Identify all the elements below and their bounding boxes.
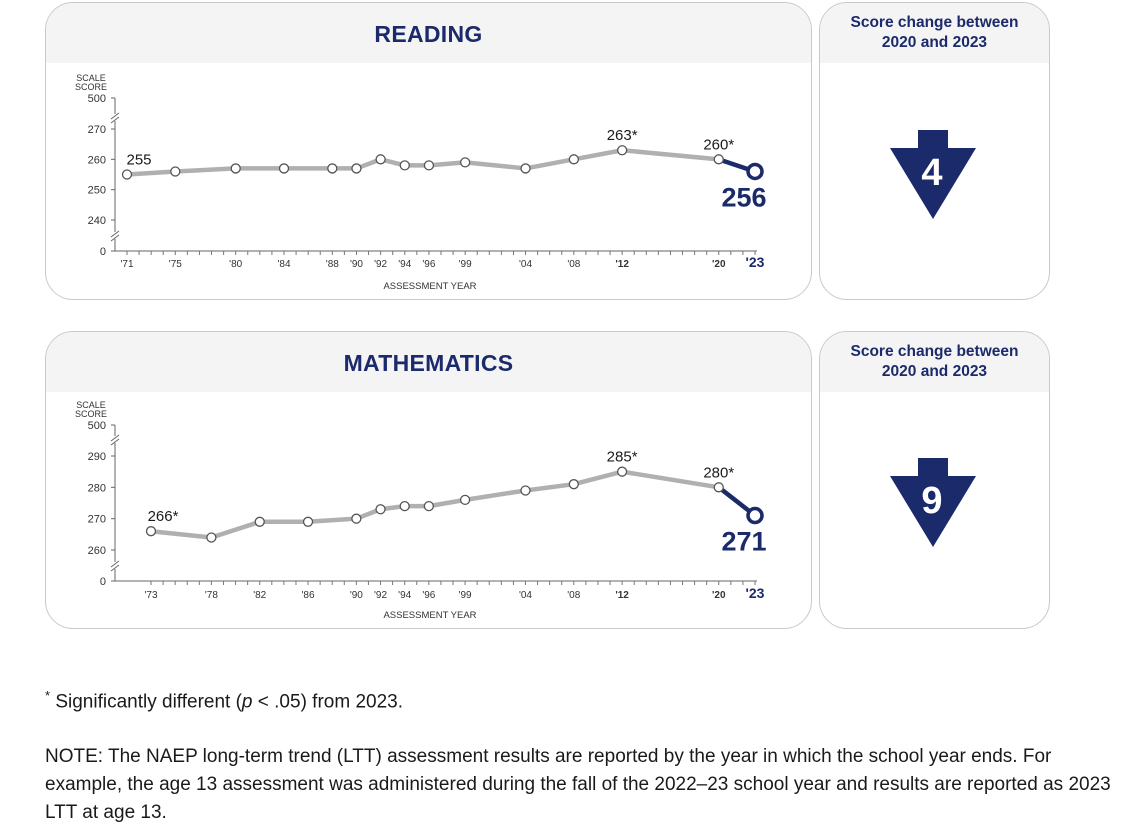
math-data-label: 280* <box>703 464 735 482</box>
reading-data-point <box>400 161 409 170</box>
reading-change-title-line1: Score change between <box>850 14 1019 31</box>
reading-data-label: 255 <box>126 151 152 169</box>
math-data-point <box>569 480 578 489</box>
reading-x-tick-label: '08 <box>567 259 581 270</box>
math-y-axis-title-line1: SCALE <box>76 400 106 410</box>
reading-data-point <box>231 164 240 173</box>
math-change-title-line2: 2020 and 2023 <box>881 363 988 380</box>
reading-data-point <box>714 155 723 164</box>
reading-x-tick-label: '92 <box>374 259 388 270</box>
reading-data-point <box>569 155 578 164</box>
math-x-tick-label: '20 <box>712 590 726 601</box>
reading-y-axis-title-line1: SCALE <box>76 73 106 83</box>
math-y-tick-label: 500 <box>87 420 106 432</box>
reading-x-tick-label: '88 <box>325 259 339 270</box>
math-data-point <box>376 505 385 514</box>
reading-data-point <box>352 164 361 173</box>
math-score-change-value: 9 <box>921 480 943 522</box>
reading-x-tick-label: '20 <box>712 259 726 270</box>
reading-data-point <box>328 164 337 173</box>
math-x-tick-label: '08 <box>567 590 581 601</box>
reading-data-point <box>618 146 627 155</box>
reading-score-change-value: 4 <box>921 152 943 194</box>
reading-data-label: 263* <box>606 127 638 145</box>
math-x-tick-label: '92 <box>373 590 388 601</box>
reading-x-tick-label: '04 <box>519 259 533 270</box>
math-data-point-2023 <box>748 509 762 523</box>
math-x-tick-label: '86 <box>301 590 315 601</box>
footnote-p-symbol: p <box>241 691 253 713</box>
math-data-point <box>714 483 723 492</box>
math-x-axis-title: ASSESSMENT YEAR <box>383 610 477 621</box>
math-chart-title: MATHEMATICS <box>343 350 514 376</box>
footnote-marker: * <box>45 688 51 703</box>
math-y-tick-label: 260 <box>87 545 106 557</box>
reading-x-tick-label: '12 <box>615 259 629 270</box>
math-y-axis-title-line2: SCORE <box>74 409 108 419</box>
math-data-point <box>255 517 264 526</box>
reading-data-point <box>424 161 433 170</box>
math-x-tick-label: '78 <box>204 590 218 601</box>
math-x-tick-label: '96 <box>422 590 436 601</box>
footnote-text-before: Significantly different ( <box>50 691 242 713</box>
reading-y-axis-title-line2: SCORE <box>74 82 108 92</box>
math-x-tick-label: '12 <box>615 590 629 601</box>
math-x-tick-label: '94 <box>398 590 412 601</box>
reading-y-tick-label: 500 <box>87 93 106 105</box>
reading-x-tick-label: '94 <box>398 259 412 270</box>
reading-chart-title: READING <box>374 21 483 47</box>
reading-data-point <box>461 158 470 167</box>
reading-x-tick-label: '96 <box>422 259 436 270</box>
math-x-tick-label: '90 <box>349 590 363 601</box>
reading-x-tick-label: '80 <box>229 259 243 270</box>
math-series-line <box>151 472 719 538</box>
math-data-point <box>207 533 216 542</box>
reading-x-tick-label: '71 <box>120 259 134 270</box>
reading-data-point <box>123 170 132 179</box>
reading-y-tick-label: 0 <box>99 246 106 258</box>
reading-data-point <box>376 155 385 164</box>
reading-data-label: 260* <box>703 136 735 154</box>
footnote-text-after: < .05) from 2023. <box>252 691 403 713</box>
math-y-tick-label: 290 <box>87 451 106 463</box>
reading-x-tick-label: '99 <box>458 259 472 270</box>
reading-data-point <box>280 164 289 173</box>
reading-data-label-2023: 256 <box>721 182 767 213</box>
math-data-point <box>304 517 313 526</box>
reading-x-tick-label: '75 <box>168 259 182 270</box>
reading-y-tick-label: 260 <box>87 154 106 167</box>
ltt-note: NOTE: The NAEP long-term trend (LTT) assessment results are reported by the year in which the school year ends. For example, the age 13 assessment was administered during the fall of the 2022–23 school year and results are reported as 2023 LTT at age 13. <box>45 746 1111 823</box>
reading-y-tick-label: 250 <box>87 184 106 197</box>
math-data-label-2023: 271 <box>721 526 767 557</box>
math-x-tick-label: '82 <box>253 590 267 601</box>
math-x-tick-label: '23 <box>745 585 765 601</box>
reading-y-tick-label: 240 <box>87 215 106 227</box>
math-data-point <box>352 514 361 523</box>
math-y-tick-label: 270 <box>87 513 106 526</box>
math-data-point <box>147 527 156 536</box>
math-x-tick-label: '73 <box>144 590 158 601</box>
reading-y-tick-label: 270 <box>87 124 106 136</box>
math-y-tick-label: 0 <box>99 576 106 588</box>
math-x-tick-label: '04 <box>518 590 533 601</box>
math-data-label: 266* <box>147 508 179 526</box>
math-data-point <box>521 486 530 495</box>
math-data-point <box>461 495 470 504</box>
math-x-tick-label: '99 <box>458 590 472 601</box>
math-data-point <box>424 502 433 511</box>
reading-x-tick-label: '84 <box>277 259 291 270</box>
reading-x-axis-title: ASSESSMENT YEAR <box>383 281 477 292</box>
reading-data-point-2023 <box>748 164 762 178</box>
math-change-title-line1: Score change between <box>850 343 1019 360</box>
reading-change-title-line2: 2020 and 2023 <box>881 34 988 51</box>
reading-series-line <box>127 150 719 174</box>
math-data-point <box>618 467 627 476</box>
math-data-label: 285* <box>606 448 638 466</box>
reading-data-point <box>521 164 530 173</box>
significance-footnote <box>45 688 403 713</box>
reading-x-tick-label: '23 <box>745 254 765 270</box>
math-data-point <box>400 502 409 511</box>
reading-x-tick-label: '90 <box>349 259 363 270</box>
reading-data-point <box>171 167 180 176</box>
math-y-tick-label: 280 <box>87 482 106 495</box>
